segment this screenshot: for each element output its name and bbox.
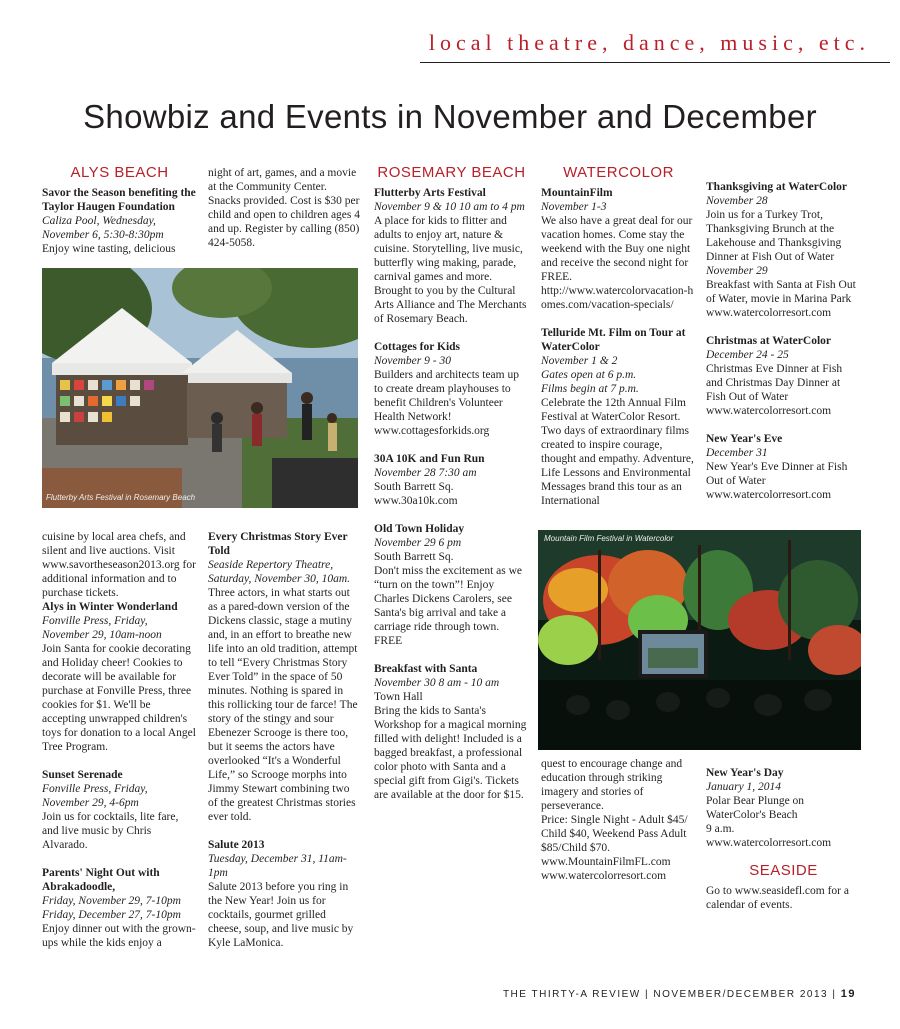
event-title: Telluride Mt. Film on Tour at WaterColor xyxy=(541,327,686,353)
event-when: Fonville Press, Friday, November 29, 4-6pm xyxy=(42,783,148,809)
page-number: 19 xyxy=(840,988,856,1000)
event-title: New Year's Eve xyxy=(706,433,783,445)
event-when: Seaside Repertory Theatre, Saturday, November 30, 10am. xyxy=(208,559,351,585)
event-desc: A place for kids to flitter and adults to enjoy art, nature & cuisine. Storytelling, live music, butterfly wing making, parade, carnival games and more. Brought to you by the Cultural Arts Alliance and The Merchants of Rosemary Beach. xyxy=(374,215,527,325)
event-desc: 9 a.m. xyxy=(706,823,735,835)
event-when: November 30 8 am - 10 am xyxy=(374,677,500,689)
event-when: Caliza Pool, Wednesday, November 6, 5:30-8:30pm xyxy=(42,215,164,241)
event-item xyxy=(374,186,529,326)
event-when: November 9 - 30 xyxy=(374,355,451,367)
event-title: Savor the Season benefiting the Taylor Haugen Foundation xyxy=(42,187,196,213)
event-title: Breakfast with Santa xyxy=(374,663,478,675)
event-desc: We also have a great deal for our vacation homes. Come stay the weekend with the Buy one night and receive the second night for FREE. xyxy=(541,215,693,283)
event-desc: Christmas Eve Dinner at Fish and Christmas Day Dinner at Fish Out of Water xyxy=(706,363,843,403)
event-desc: Go to www.seasidefl.com for a calendar of events. xyxy=(706,885,849,911)
event-title: Alys in Winter Wonderland xyxy=(42,601,178,613)
event-desc: New Year's Eve Dinner at Fish Out of Water xyxy=(706,461,848,487)
event-when: November 9 & 10 10 am to 4 pm xyxy=(374,201,525,213)
event-link[interactable]: www.watercolorresort.com xyxy=(706,405,832,417)
event-item xyxy=(374,340,529,438)
event-item xyxy=(706,432,861,502)
event-when: November 28 xyxy=(706,195,768,207)
event-item xyxy=(706,180,861,320)
photo-caption: Flutterby Arts Festival in Rosemary Beach xyxy=(46,493,196,502)
event-title: Every Christmas Story Ever Told xyxy=(208,531,348,557)
event-title: 30A 10K and Fun Run xyxy=(374,453,485,465)
event-title: Parents' Night Out with Abrakadoodle, xyxy=(42,867,160,893)
event-title: MountainFilm xyxy=(541,187,613,199)
event-link[interactable]: www.MountainFilmFL.com xyxy=(541,856,671,868)
event-link[interactable]: http://www.watercolorvacation-homes.com/vacation-specials/ xyxy=(541,285,694,311)
event-desc: Enjoy wine tasting, delicious xyxy=(42,243,176,255)
event-title: Christmas at WaterColor xyxy=(706,335,831,347)
col-alys-bottom-2 xyxy=(208,530,360,964)
festival-photo xyxy=(42,268,358,508)
continued-text: quest to encourage change and education through striking imagery and stories of perseverance. xyxy=(541,758,683,812)
heading-alys-beach: ALYS BEACH xyxy=(70,164,169,181)
event-when: November 29 xyxy=(706,265,768,277)
film-festival-image xyxy=(538,530,861,750)
heading-watercolor: WATERCOLOR xyxy=(563,164,674,181)
event-desc: FREE xyxy=(374,635,403,647)
event-when: Friday, December 27, 7-10pm xyxy=(42,909,181,921)
event-title: Flutterby Arts Festival xyxy=(374,187,486,199)
event-item xyxy=(541,326,696,508)
event-item xyxy=(42,600,197,754)
footer-text: THE THIRTY-A REVIEW | NOVEMBER/DECEMBER 2013 | xyxy=(502,989,837,1000)
event-desc: South Barrett Sq. xyxy=(374,481,454,493)
section-tag: local theatre, dance, music, etc. xyxy=(428,30,870,55)
col-rosemary xyxy=(374,166,529,816)
col-alys-bottom xyxy=(42,530,197,964)
event-item xyxy=(374,452,529,508)
event-desc: Three actors, in what starts out as a pared-down version of the Dickens classic, stage a mutiny and, in an effort to breathe new life into an old tradition, attempt to tell “Every Christmas Story Ever Told” in the space of 50 minutes. Nothing is spared in this rollicking tour de farce! The story of the stingy and sour Ebenezer Scrooge is there too, but it seems the actors have overlooked “It's a Wonderful Life,” so Scrooge morphs into Jimmy Stewart combining two of the greatest Christmas stories ever told. xyxy=(208,587,358,823)
photo-caption: Mountain Film Festival in Watercolor xyxy=(544,534,674,543)
event-title: Salute 2013 xyxy=(208,839,265,851)
event-desc: Bring the kids to Santa's Workshop for a magical morning filled with delight! Included is a bagged breakfast, a professional color photo with Santa and a special gift from Gigi's. Tickets are available at the door for $15. xyxy=(374,705,527,801)
event-desc: Breakfast with Santa at Fish Out of Water, movie in Marina Park xyxy=(706,279,856,305)
event-title: New Year's Day xyxy=(706,767,784,779)
event-when: Tuesday, December 31, 11am-1pm xyxy=(208,853,347,879)
event-link[interactable]: www.watercolorresort.com xyxy=(706,837,832,849)
event-title: Cottages for Kids xyxy=(374,341,461,353)
event-link[interactable]: www.cottagesforkids.org xyxy=(374,425,490,437)
event-desc: Enjoy dinner out with the grown-ups while the kids enjoy a xyxy=(42,923,196,949)
event-desc: South Barrett Sq. xyxy=(374,551,454,563)
event-desc: Join Santa for cookie decorating and Holiday cheer! Cookies to decorate will be available for purchase at Fonville Press, three cookies for $1. We'll be accepting unwrapped children's toys for donation to a local Angel Tree Program. xyxy=(42,643,196,753)
event-when: December 24 - 25 xyxy=(706,349,789,361)
event-desc: Join us for cocktails, lite fare, and live music by Chris Alvarado. xyxy=(42,811,179,851)
page-footer xyxy=(503,988,856,1000)
col-alys-top xyxy=(42,166,197,256)
event-title: Sunset Serenade xyxy=(42,769,123,781)
event-when: December 31 xyxy=(706,447,768,459)
event-desc: Salute 2013 before you ring in the New Year! Join us for cocktails, gourmet grilled cheese, soup, and live music by Kyle LaMonica. xyxy=(208,881,354,949)
event-item xyxy=(42,768,197,852)
event-desc: Builders and architects team up to create dream playhouses to benefit Children's Volunteer Health Network! xyxy=(374,369,519,423)
event-item xyxy=(42,866,197,950)
event-item xyxy=(208,838,360,950)
event-item xyxy=(208,530,360,824)
heading-seaside: SEASIDE xyxy=(749,862,818,879)
col-alys-top-2 xyxy=(208,166,360,250)
event-desc: Town Hall xyxy=(374,691,423,703)
page-title: Showbiz and Events in November and December xyxy=(83,98,817,135)
event-desc: Don't miss the excitement as we “turn on the town”! Enjoy Charles Dickens Carolers, see Santa's big arrival and take a carriage ride through town. xyxy=(374,565,523,633)
event-link[interactable]: www.watercolorresort.com xyxy=(706,307,832,319)
event-desc: Celebrate the 12th Annual Film Festival at WaterColor Resort. Two days of extraordinary films created to inspire courage, thought and empathy. Adventure, Life Lessons and Environmental Messages brand this tour as an International xyxy=(541,397,694,507)
event-when: Friday, November 29, 7-10pm xyxy=(42,895,181,907)
heading-rosemary-beach: ROSEMARY BEACH xyxy=(377,164,526,181)
event-desc: Polar Bear Plunge on WaterColor's Beach xyxy=(706,795,805,821)
event-title: Old Town Holiday xyxy=(374,523,465,535)
event-item xyxy=(374,522,529,648)
continued-text: cuisine by local area chefs, and silent and live auctions. Visit www.savortheseason2013.org for additional information and to purchase tickets. xyxy=(42,531,196,599)
col-watercolor xyxy=(541,166,696,522)
event-item xyxy=(374,662,529,802)
event-item xyxy=(706,334,861,418)
event-when: Gates open at 6 p.m. xyxy=(541,369,637,381)
event-link[interactable]: www.30a10k.com xyxy=(374,495,458,507)
event-when: Films begin at 7 p.m. xyxy=(541,383,639,395)
event-link[interactable]: www.watercolorresort.com xyxy=(706,489,832,501)
event-title: Thanksgiving at WaterColor xyxy=(706,181,847,193)
event-link[interactable]: www.watercolorresort.com xyxy=(541,870,667,882)
event-desc: Join us for a Turkey Trot, Thanksgiving Brunch at the Lakehouse and Thanksgiving Dinner at Fish Out of Water xyxy=(706,209,842,263)
price-text: Price: Single Night - Adult $45/ Child $40, Weekend Pass Adult $85/Child $70. xyxy=(541,814,688,854)
col-watercolor-bottom xyxy=(541,757,701,883)
tent-festival-image xyxy=(42,268,358,508)
event-when: November 28 7:30 am xyxy=(374,467,477,479)
event-when: November 1-3 xyxy=(541,201,607,213)
section-rule xyxy=(420,62,890,63)
event-when: November 1 & 2 xyxy=(541,355,618,367)
event-item xyxy=(541,186,696,312)
event-when: January 1, 2014 xyxy=(706,781,782,793)
col-watercolor-2 xyxy=(706,180,861,516)
event-when: Fonville Press, Friday, November 29, 10am-noon xyxy=(42,615,162,641)
event-item xyxy=(706,766,861,850)
col-watercolor-2-bottom xyxy=(706,766,861,912)
event-desc: night of art, games, and a movie at the Community Center. Snacks provided. Cost is $30 per child and open to children ages 4 and up. Register by calling (850) 424-5058. xyxy=(208,167,361,249)
event-when: November 29 6 pm xyxy=(374,537,462,549)
film-festival-photo xyxy=(538,530,861,750)
